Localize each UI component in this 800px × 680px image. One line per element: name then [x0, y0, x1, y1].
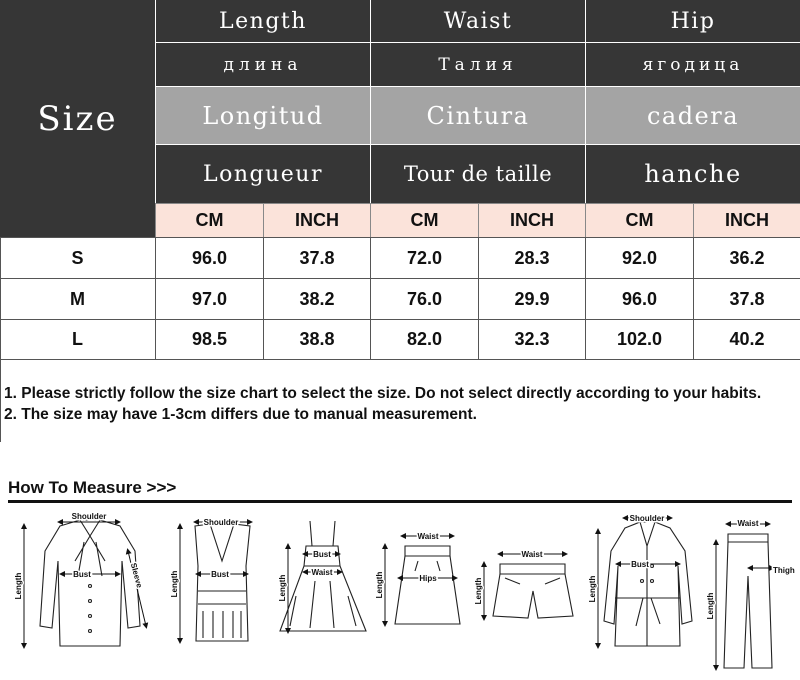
size-cell-1: M [0, 278, 155, 319]
note-1: 1. Please strictly follow the size chart to select the size. Do not select directly according to your habits. [4, 385, 762, 402]
blouse-sleeve-label: Sleeve [128, 561, 145, 589]
blouse-bust-label: Bust [73, 570, 91, 579]
value-cell: 98.5 [155, 319, 263, 360]
unit-header-4: CM [585, 203, 693, 237]
coat-length-label: Length [588, 575, 597, 603]
table-left-border [0, 237, 1, 360]
value-cell: 97.0 [155, 278, 263, 319]
value-cell: 96.0 [155, 237, 263, 278]
hip-header-es: cadera [585, 86, 800, 144]
length-header-es: Longitud [155, 86, 370, 144]
waist-header-ru: Талия [370, 42, 585, 86]
value-cell: 40.2 [693, 319, 800, 360]
unit-header-3: INCH [478, 203, 585, 237]
unit-header-1: INCH [263, 203, 370, 237]
dress-bust-label: Bust [313, 550, 331, 559]
coat-bust-label: Bust [631, 560, 649, 569]
size-header-cell [0, 0, 155, 237]
hip-header-en: Hip [585, 0, 800, 42]
value-cell: 37.8 [693, 278, 800, 319]
length-header-fr: Longueur [155, 144, 370, 203]
coat-shoulder-label: Shoulder [629, 514, 665, 523]
dress-waist-label: Waist [311, 568, 333, 577]
value-cell: 29.9 [478, 278, 585, 319]
skirt-hips-label: Hips [419, 574, 437, 583]
shorts-icon [493, 564, 573, 618]
waist-header-fr: Tour de taille [370, 144, 585, 203]
value-cell: 28.3 [478, 237, 585, 278]
trousers-thigh-label: Thigh [773, 566, 795, 575]
waist-header-en: Waist [370, 0, 585, 42]
shorts-length-label: Length [474, 577, 483, 605]
value-cell: 92.0 [585, 237, 693, 278]
value-cell: 38.2 [263, 278, 370, 319]
skirt-icon [395, 546, 460, 624]
dress-length-label: Length [278, 574, 287, 602]
vneck-bust-label: Bust [211, 570, 229, 579]
size-cell-0: S [0, 237, 155, 278]
waist-header-es: Cintura [370, 86, 585, 144]
value-cell: 96.0 [585, 278, 693, 319]
trench-coat-icon [604, 522, 692, 646]
how-to-measure-rule [8, 500, 792, 503]
size-header-label: Size [37, 98, 118, 139]
length-header-en: Length [155, 0, 370, 42]
value-cell: 38.8 [263, 319, 370, 360]
skirt-length-label: Length [375, 571, 384, 599]
value-cell: 82.0 [370, 319, 478, 360]
vneck-shoulder-label: Shoulder [203, 518, 239, 527]
value-cell: 102.0 [585, 319, 693, 360]
skirt-waist-label: Waist [417, 532, 439, 541]
trousers-length-label: Length [706, 592, 715, 620]
vneck-top-icon [195, 524, 250, 641]
how-to-measure-title: How To Measure >>> [8, 478, 177, 497]
blouse-icon [40, 520, 140, 646]
size-cell-2: L [0, 319, 155, 360]
value-cell: 72.0 [370, 237, 478, 278]
blouse-length-label: Length [14, 572, 23, 600]
value-cell: 76.0 [370, 278, 478, 319]
vneck-length-label: Length [170, 570, 179, 598]
garment-illustrations [0, 506, 800, 680]
unit-header-2: CM [370, 203, 478, 237]
value-cell: 36.2 [693, 237, 800, 278]
notes [4, 383, 800, 425]
hip-header-ru: ягодица [585, 42, 800, 86]
blouse-shoulder-label: Shoulder [71, 512, 107, 521]
hip-header-fr: hanche [585, 144, 800, 203]
unit-header-0: CM [155, 203, 263, 237]
notes-left-rule [0, 360, 1, 442]
trousers-icon [724, 534, 772, 668]
unit-header-5: INCH [693, 203, 800, 237]
trousers-waist-label: Waist [737, 519, 759, 528]
note-2: 2. The size may have 1-3cm differs due to manual measurement. [4, 406, 477, 423]
value-cell: 32.3 [478, 319, 585, 360]
length-header-ru: длина [155, 42, 370, 86]
value-cell: 37.8 [263, 237, 370, 278]
shorts-waist-label: Waist [521, 550, 543, 559]
